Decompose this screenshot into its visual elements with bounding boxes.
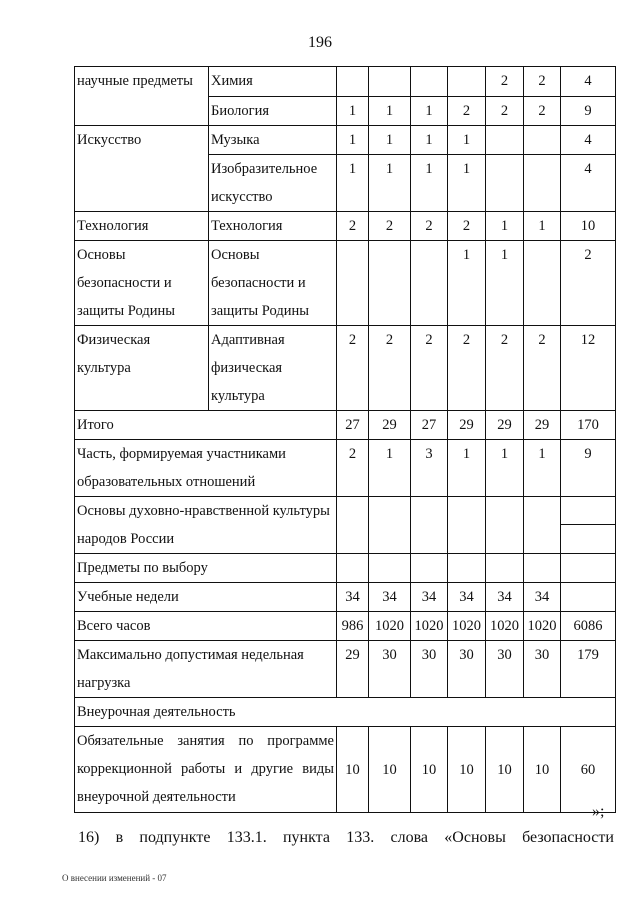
word: 133. (346, 829, 375, 846)
grade-cell: 10 (337, 727, 369, 813)
grade-cell: 2 (486, 326, 524, 411)
table-row (75, 326, 616, 411)
grade-cell: 2 (486, 97, 524, 126)
word: пункта (282, 829, 330, 846)
total-cell (561, 497, 616, 554)
grade-cell: 10 (486, 727, 524, 813)
hours-label: Всего часов (75, 612, 337, 641)
grade-cell: 1020 (369, 612, 411, 641)
grade-cell: 1 (337, 155, 369, 212)
grade-cell: 30 (411, 641, 448, 698)
grade-cell (411, 554, 448, 583)
itogo-label: Итого (75, 411, 337, 440)
grade-cell: 1 (524, 440, 561, 497)
grade-cell: 29 (524, 411, 561, 440)
total-cell: 4 (561, 126, 616, 155)
table-row (75, 411, 616, 440)
subject-cell: Изобразительное искусство (209, 155, 337, 212)
grade-cell (524, 554, 561, 583)
grade-cell: 2 (411, 326, 448, 411)
total-cell: 4 (561, 67, 616, 97)
grade-cell: 2 (486, 67, 524, 97)
area-cell: научные предметы (75, 67, 209, 126)
grade-cell: 34 (486, 583, 524, 612)
table-row (75, 554, 616, 583)
subject-cell: Музыка (209, 126, 337, 155)
grade-cell: 1 (411, 126, 448, 155)
odnknr-label: Основы духовно-нравственной культуры народов России (75, 497, 337, 554)
word: подпункте (139, 829, 211, 846)
total-cell: 12 (561, 326, 616, 411)
grade-cell: 1 (369, 126, 411, 155)
amendment-text-line (78, 829, 614, 847)
elective-label: Предметы по выбору (75, 554, 337, 583)
grade-cell (337, 497, 369, 554)
grade-cell (524, 155, 561, 212)
grade-cell: 1 (337, 97, 369, 126)
curriculum-table (74, 66, 616, 813)
grade-cell: 27 (337, 411, 369, 440)
table-row (75, 440, 616, 497)
grade-cell (524, 126, 561, 155)
footer-note: О внесении изменений - 07 (62, 873, 167, 883)
total-cell: 6086 (561, 612, 616, 641)
subject-cell: Адаптивная физическая культура (209, 326, 337, 411)
table-row (75, 698, 616, 727)
grade-cell (337, 241, 369, 326)
grade-cell: 986 (337, 612, 369, 641)
total-cell: 9 (561, 440, 616, 497)
grade-cell: 2 (337, 326, 369, 411)
grade-cell (486, 497, 524, 554)
weeks-label: Учебные недели (75, 583, 337, 612)
page-number: 196 (308, 34, 332, 51)
grade-cell (561, 554, 616, 583)
grade-cell: 2 (337, 440, 369, 497)
area-cell: Технология (75, 212, 209, 241)
grade-cell: 1 (486, 241, 524, 326)
grade-cell (524, 497, 561, 554)
grade-cell: 30 (524, 641, 561, 698)
grade-cell: 2 (448, 97, 486, 126)
total-cell: 60 (561, 727, 616, 813)
grade-cell (486, 554, 524, 583)
table-row (75, 241, 616, 326)
area-cell: Основы безопасности и защиты Родины (75, 241, 209, 326)
grade-cell: 2 (411, 212, 448, 241)
word: слова (390, 829, 429, 846)
word: «Основы (444, 829, 506, 846)
grade-cell: 10 (411, 727, 448, 813)
total-cell: 10 (561, 212, 616, 241)
total-cell: 170 (561, 411, 616, 440)
grade-cell: 34 (448, 583, 486, 612)
grade-cell: 1020 (486, 612, 524, 641)
grade-cell: 1 (524, 212, 561, 241)
grade-cell: 34 (524, 583, 561, 612)
grade-cell: 29 (486, 411, 524, 440)
grade-cell: 2 (448, 212, 486, 241)
grade-cell: 1 (369, 440, 411, 497)
maxload-label: Максимально допустимая недельная нагрузка (75, 641, 337, 698)
grade-cell: 27 (411, 411, 448, 440)
grade-cell: 1020 (411, 612, 448, 641)
total-cell: 179 (561, 641, 616, 698)
grade-cell (486, 155, 524, 212)
grade-cell (411, 67, 448, 97)
table-row (75, 727, 616, 813)
grade-cell: 1 (486, 212, 524, 241)
table-row (75, 67, 616, 97)
grade-cell: 2 (524, 97, 561, 126)
grade-cell (337, 554, 369, 583)
area-cell: Физическая культура (75, 326, 209, 411)
extracurricular-label: Внеурочная деятельность (75, 698, 616, 727)
word: безопасности (522, 829, 614, 846)
grade-cell (369, 67, 411, 97)
total-cell: 9 (561, 97, 616, 126)
grade-cell: 1 (448, 440, 486, 497)
grade-cell: 30 (369, 641, 411, 698)
grade-cell: 1 (369, 97, 411, 126)
word: 16) (78, 829, 100, 846)
mandatory-label: Обязательные занятия по программе коррекционной работы и другие виды внеурочной деятельности (75, 727, 337, 813)
grade-cell: 1 (448, 241, 486, 326)
grade-cell: 30 (486, 641, 524, 698)
grade-cell: 10 (369, 727, 411, 813)
table-row (75, 212, 616, 241)
grade-cell: 2 (369, 212, 411, 241)
subject-cell: Химия (209, 67, 337, 97)
grade-cell (369, 554, 411, 583)
table-row (75, 126, 616, 155)
part-label: Часть, формируемая участниками образовательных отношений (75, 440, 337, 497)
total-cell (561, 583, 616, 612)
grade-cell: 1 (411, 97, 448, 126)
area-cell: Искусство (75, 126, 209, 212)
grade-cell: 1 (337, 126, 369, 155)
closing-quote: »; (592, 803, 605, 820)
grade-cell: 29 (369, 411, 411, 440)
grade-cell: 1020 (524, 612, 561, 641)
grade-cell: 29 (448, 411, 486, 440)
grade-cell: 2 (337, 212, 369, 241)
table-row (75, 612, 616, 641)
word: 133.1. (226, 829, 267, 846)
table-row (75, 497, 616, 554)
grade-cell: 1 (448, 126, 486, 155)
grade-cell (524, 241, 561, 326)
grade-cell: 29 (337, 641, 369, 698)
grade-cell: 1020 (448, 612, 486, 641)
table-row (75, 583, 616, 612)
word: в (115, 829, 124, 846)
grade-cell: 34 (369, 583, 411, 612)
grade-cell: 2 (524, 67, 561, 97)
subject-cell: Основы безопасности и защиты Родины (209, 241, 337, 326)
grade-cell: 1 (369, 155, 411, 212)
grade-cell: 1 (486, 440, 524, 497)
grade-cell (369, 241, 411, 326)
grade-cell: 2 (448, 326, 486, 411)
grade-cell: 30 (448, 641, 486, 698)
grade-cell: 2 (524, 326, 561, 411)
grade-cell (448, 497, 486, 554)
grade-cell: 10 (448, 727, 486, 813)
grade-cell (337, 67, 369, 97)
grade-cell (448, 67, 486, 97)
grade-cell (448, 554, 486, 583)
grade-cell: 34 (337, 583, 369, 612)
grade-cell: 1 (448, 155, 486, 212)
grade-cell: 1 (411, 155, 448, 212)
subject-cell: Биология (209, 97, 337, 126)
grade-cell (486, 126, 524, 155)
grade-cell: 3 (411, 440, 448, 497)
grade-cell (411, 241, 448, 326)
grade-cell (369, 497, 411, 554)
grade-cell: 10 (524, 727, 561, 813)
grade-cell: 34 (411, 583, 448, 612)
subject-cell: Технология (209, 212, 337, 241)
total-cell: 2 (561, 241, 616, 326)
grade-cell (411, 497, 448, 554)
total-cell: 4 (561, 155, 616, 212)
table-row (75, 641, 616, 698)
grade-cell: 2 (369, 326, 411, 411)
